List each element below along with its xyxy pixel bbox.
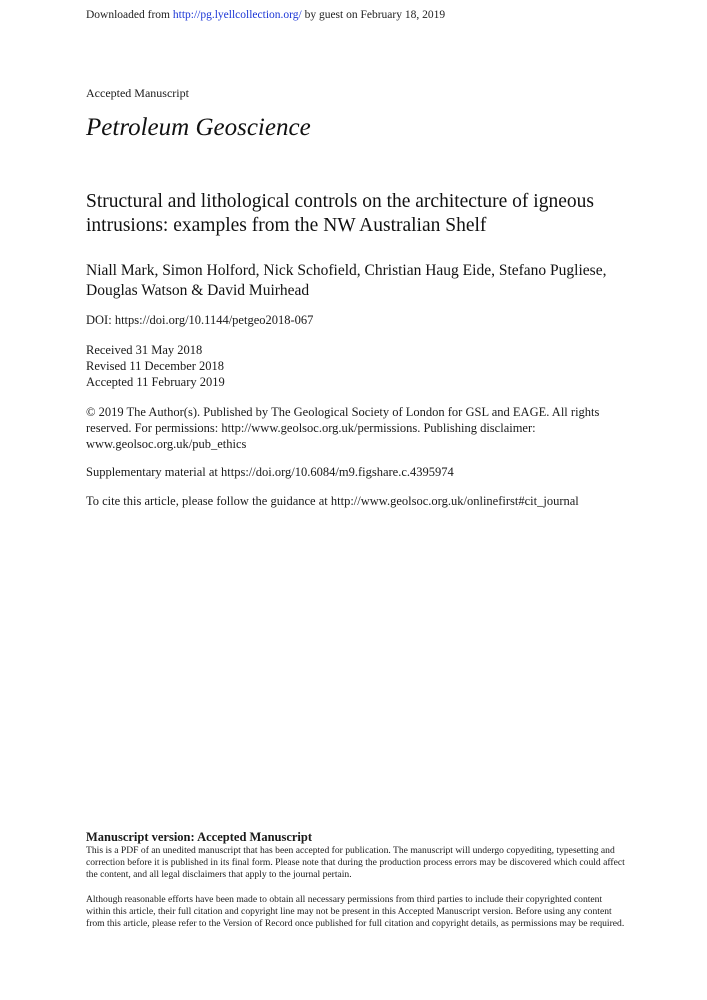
journal-title: Petroleum Geoscience [86, 114, 311, 141]
manuscript-notice-paragraph-1: This is a PDF of an unedited manuscript that has been accepted for publication. The manuscript will undergo copyediting, typesetting and correction before it is published in its final form. Please note that during the production process errors may be discovered which could affect the content, and all legal disclaimers that apply to the journal pertain. [86, 845, 625, 880]
received-date: Received 31 May 2018 [86, 343, 203, 357]
accepted-date: Accepted 11 February 2019 [86, 375, 225, 389]
article-authors: Niall Mark, Simon Holford, Nick Schofield, Christian Haug Eide, Stefano Pugliese, Douglas Watson & David Muirhead [86, 262, 607, 299]
manuscript-notice-paragraph-2: Although reasonable efforts have been made to obtain all necessary permissions from third parties to include their copyrighted content within this article, their full citation and copyright line may not be present in this Accepted Manuscript version. Before using any content from this article, please refer to the Version of Record once published for full citation and copyright details, as permissions may be required. [86, 894, 625, 929]
citation-guidance: To cite this article, please follow the guidance at http://www.geolsoc.org.uk/onlinefirst#cit_journal [86, 494, 579, 508]
download-suffix: by guest on February 18, 2019 [304, 9, 446, 21]
accepted-manuscript-label: Accepted Manuscript [86, 86, 189, 100]
download-notice [86, 9, 445, 21]
download-prefix: Downloaded from [86, 9, 170, 21]
article-doi: DOI: https://doi.org/10.1144/petgeo2018-067 [86, 313, 314, 327]
download-source-link[interactable]: http://pg.lyellcollection.org/ [172, 9, 302, 21]
supplementary-material: Supplementary material at https://doi.org/10.6084/m9.figshare.c.4395974 [86, 465, 454, 479]
manuscript-version-heading: Manuscript version: Accepted Manuscript [86, 830, 313, 844]
article-dates [86, 342, 225, 390]
article-title: Structural and lithological controls on the architecture of igneous intrusions: examples from the NW Australian Shelf [86, 191, 594, 236]
copyright-notice: © 2019 The Author(s). Published by The Geological Society of London for GSL and EAGE. All rights reserved. For permissions: http://www.geolsoc.org.uk/permissions. Publishing disclaimer: www.geolsoc.org.uk/pub_ethics [86, 405, 600, 451]
revised-date: Revised 11 December 2018 [86, 359, 225, 373]
